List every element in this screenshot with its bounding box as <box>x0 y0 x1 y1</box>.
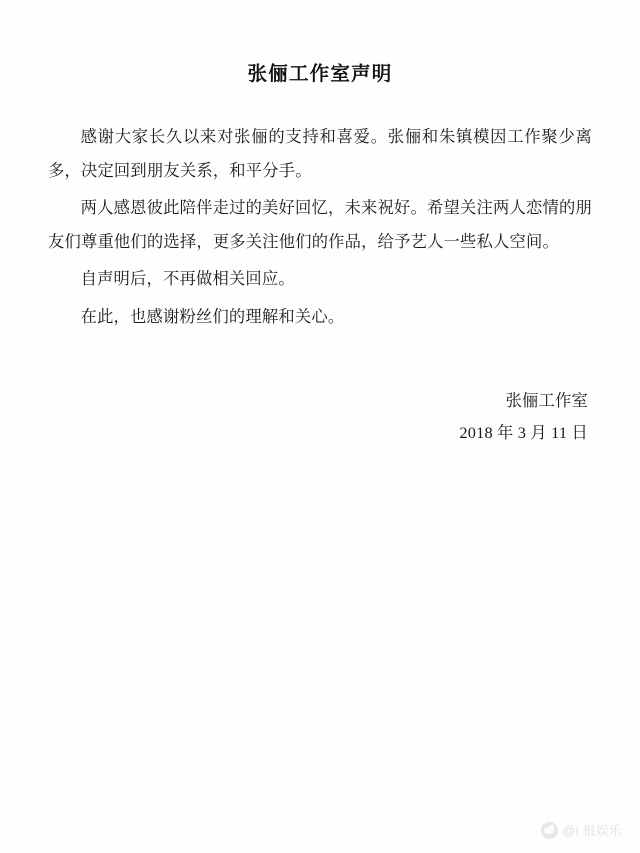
watermark-label: @i 很娱乐 <box>562 824 622 838</box>
weibo-eye-icon <box>541 822 558 839</box>
paragraph: 自声明后，不再做相关回应。 <box>80 269 295 289</box>
paragraph: 两人感恩彼此陪伴走过的美好回忆，未来祝好。希望关注两人恋情的朋友们尊重他们的选择，更多关注他们的作品，给予艺人一些私人空间。 <box>48 198 592 251</box>
signature-name: 张俪工作室 <box>505 391 588 411</box>
watermark <box>541 821 622 839</box>
paragraph: 在此，也感谢粉丝们的理解和关心。 <box>80 306 345 326</box>
page-title: 张俪工作室声明 <box>247 64 393 85</box>
paragraph: 感谢大家长久以来对张俪的支持和喜爱。张俪和朱镇模因工作聚少离多，决定回到朋友关系，和平分手。 <box>48 127 592 180</box>
signature-block <box>48 385 592 449</box>
signature-date: 2018 年 3 月 11 日 <box>459 423 588 443</box>
